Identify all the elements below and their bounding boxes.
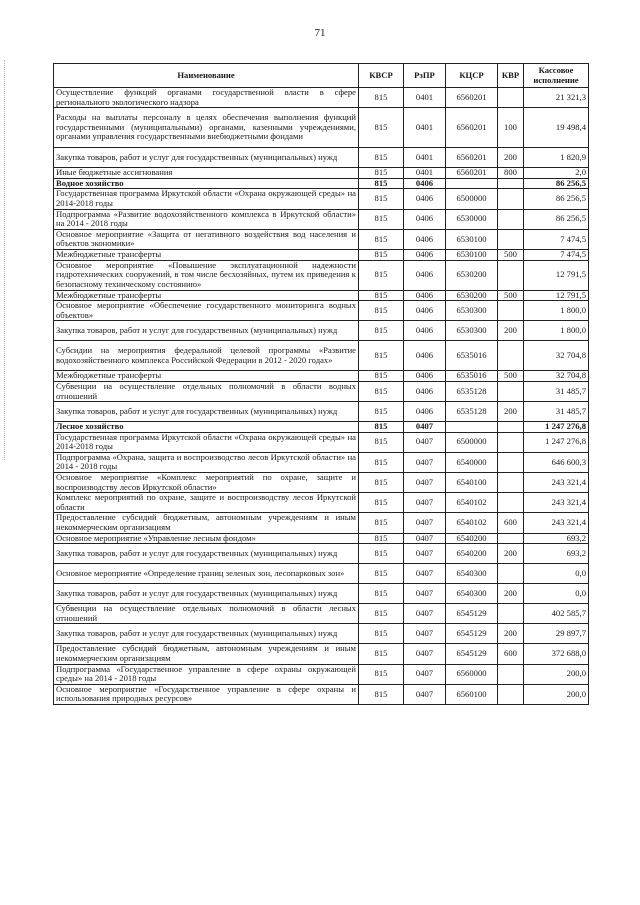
row-amount: 243 321,4	[524, 513, 589, 533]
row-amount: 32 704,8	[524, 371, 589, 382]
row-amount: 31 485,7	[524, 402, 589, 422]
row-kvr	[498, 229, 524, 249]
table-row	[54, 533, 589, 544]
row-kcsr: 6540100	[446, 473, 498, 493]
row-rzpr: 0407	[404, 452, 446, 472]
row-name: Основное мероприятие «Защита от негативного воздействия вод населения и объектов экономики»	[54, 229, 359, 249]
row-kcsr: 6530100	[446, 229, 498, 249]
row-kvr	[498, 452, 524, 472]
row-rzpr: 0401	[404, 168, 446, 179]
table-row	[54, 473, 589, 493]
row-amount: 1 800,0	[524, 301, 589, 321]
table-row	[54, 584, 589, 604]
row-name: Закупка товаров, работ и услуг для государственных (муниципальных) нужд	[54, 584, 359, 604]
row-kcsr: 6540200	[446, 533, 498, 544]
row-rzpr: 0407	[404, 624, 446, 644]
row-kvsr: 815	[359, 432, 404, 452]
row-kvr: 200	[498, 624, 524, 644]
row-amount: 243 321,4	[524, 493, 589, 513]
row-name: Межбюджетные трансферты	[54, 290, 359, 301]
row-kvsr: 815	[359, 493, 404, 513]
row-kvsr: 815	[359, 168, 404, 179]
row-rzpr: 0406	[404, 301, 446, 321]
row-name: Основное мероприятие «Управление лесным фондом»	[54, 533, 359, 544]
row-kvsr: 815	[359, 301, 404, 321]
row-kvr: 600	[498, 644, 524, 664]
row-amount: 372 688,0	[524, 644, 589, 664]
table-row	[54, 321, 589, 341]
row-rzpr: 0407	[404, 584, 446, 604]
row-kvsr: 815	[359, 148, 404, 168]
row-amount: 12 791,5	[524, 260, 589, 290]
row-kcsr: 6530200	[446, 260, 498, 290]
header-amount: Кассовое исполнение	[524, 64, 589, 88]
row-kcsr: 6530300	[446, 301, 498, 321]
row-kvsr: 815	[359, 209, 404, 229]
row-amount: 693,2	[524, 544, 589, 564]
row-amount: 646 600,3	[524, 452, 589, 472]
page-number: 71	[314, 27, 326, 39]
row-rzpr: 0401	[404, 148, 446, 168]
row-kvr: 500	[498, 371, 524, 382]
row-kvsr: 815	[359, 371, 404, 382]
row-kvsr: 815	[359, 684, 404, 704]
row-name: Государственная программа Иркутской области «Охрана окружающей среды» на 2014-2018 годы	[54, 189, 359, 209]
table-row	[54, 290, 589, 301]
row-name: Подпрограмма «Государственное управление в сфере охраны окружающей среды» на 2014 - 2018 годы	[54, 664, 359, 684]
table-header-row	[54, 64, 589, 88]
row-rzpr: 0407	[404, 473, 446, 493]
row-amount: 200,0	[524, 664, 589, 684]
row-kvsr: 815	[359, 341, 404, 371]
row-kvr	[498, 564, 524, 584]
row-kvsr: 815	[359, 422, 404, 433]
row-amount: 693,2	[524, 533, 589, 544]
row-kvr	[498, 189, 524, 209]
row-amount: 402 585,7	[524, 604, 589, 624]
row-kcsr: 6560201	[446, 148, 498, 168]
row-name: Комплекс мероприятий по охране, защите и воспроизводству лесов Иркутской области	[54, 493, 359, 513]
table-row	[54, 544, 589, 564]
row-kvr	[498, 209, 524, 229]
row-name: Закупка товаров, работ и услуг для государственных (муниципальных) нужд	[54, 624, 359, 644]
row-kcsr: 6500000	[446, 189, 498, 209]
row-kcsr: 6530100	[446, 249, 498, 260]
row-rzpr: 0401	[404, 88, 446, 108]
row-kvr: 200	[498, 544, 524, 564]
row-name: Основное мероприятие «Государственное управление в сфере охраны и использования природных ресурсов»	[54, 684, 359, 704]
table-row	[54, 644, 589, 664]
table-row	[54, 493, 589, 513]
row-kvr	[498, 422, 524, 433]
row-kcsr: 6540102	[446, 493, 498, 513]
row-kvsr: 815	[359, 260, 404, 290]
row-rzpr: 0407	[404, 422, 446, 433]
row-kcsr: 6560201	[446, 168, 498, 179]
row-kvr	[498, 684, 524, 704]
row-amount: 1 800,0	[524, 321, 589, 341]
row-name: Водное хозяйство	[54, 178, 359, 189]
row-amount: 29 897,7	[524, 624, 589, 644]
row-kvsr: 815	[359, 604, 404, 624]
row-name: Предоставление субсидий бюджетным, автономным учреждениям и иным некоммерческим организациям	[54, 644, 359, 664]
table-row	[54, 422, 589, 433]
row-rzpr: 0406	[404, 381, 446, 401]
row-rzpr: 0407	[404, 564, 446, 584]
table-row	[54, 452, 589, 472]
row-rzpr: 0406	[404, 260, 446, 290]
row-amount: 0,0	[524, 564, 589, 584]
row-name: Межбюджетные трансферты	[54, 249, 359, 260]
row-kcsr: 6545129	[446, 604, 498, 624]
row-name: Основное мероприятие «Обеспечение государственного мониторинга водных объектов»	[54, 301, 359, 321]
table-row	[54, 664, 589, 684]
header-kcsr: КЦСР	[446, 64, 498, 88]
table-row	[54, 178, 589, 189]
row-rzpr: 0406	[404, 290, 446, 301]
row-name: Основное мероприятие «Повышение эксплуатационной надежности гидротехнических сооружений, в том числе бесхозяйных, путем их приведения к безопасному техническому состоянию»	[54, 260, 359, 290]
table-row	[54, 260, 589, 290]
row-kvsr: 815	[359, 88, 404, 108]
row-kvsr: 815	[359, 664, 404, 684]
table-row	[54, 301, 589, 321]
row-kcsr: 6540102	[446, 513, 498, 533]
table-row	[54, 624, 589, 644]
row-name: Субсидии на мероприятия федеральной целевой программы «Развитие водохозяйственного комплекса Российской Федерации в 2012 - 2020 годах»	[54, 341, 359, 371]
row-amount: 1 820,9	[524, 148, 589, 168]
header-name: Наименование	[54, 64, 359, 88]
row-rzpr: 0407	[404, 544, 446, 564]
row-kcsr: 6560000	[446, 664, 498, 684]
row-name: Расходы на выплаты персоналу в целях обеспечения выполнения функций государственными (муниципальными) органами, казенными учреждениями, органами управления государственными внебюджетными фондами	[54, 108, 359, 148]
row-kvr: 800	[498, 168, 524, 179]
row-rzpr: 0407	[404, 664, 446, 684]
budget-table	[53, 63, 589, 705]
row-name: Закупка товаров, работ и услуг для государственных (муниципальных) нужд	[54, 402, 359, 422]
row-rzpr: 0407	[404, 533, 446, 544]
row-kvsr: 815	[359, 249, 404, 260]
row-kvsr: 815	[359, 564, 404, 584]
row-rzpr: 0407	[404, 513, 446, 533]
row-amount: 86 256,5	[524, 209, 589, 229]
row-name: Подпрограмма «Развитие водохозяйственного комплекса в Иркутской области» на 2014 - 2018 годы	[54, 209, 359, 229]
row-kvsr: 815	[359, 624, 404, 644]
table-row	[54, 168, 589, 179]
row-kvr	[498, 381, 524, 401]
row-name: Предоставление субсидий бюджетным, автономным учреждениям и иным некоммерческим организациям	[54, 513, 359, 533]
header-kvsr: КВСР	[359, 64, 404, 88]
table-row	[54, 209, 589, 229]
table-body	[54, 88, 589, 705]
row-name: Основное мероприятие «Комплекс мероприятий по охране, защите и воспроизводству лесов Иркутской области»	[54, 473, 359, 493]
table-row	[54, 402, 589, 422]
row-kcsr: 6545129	[446, 644, 498, 664]
row-kcsr: 6540000	[446, 452, 498, 472]
row-amount: 7 474,5	[524, 249, 589, 260]
row-kvsr: 815	[359, 584, 404, 604]
row-rzpr: 0406	[404, 249, 446, 260]
row-name: Закупка товаров, работ и услуг для государственных (муниципальных) нужд	[54, 321, 359, 341]
row-rzpr: 0406	[404, 371, 446, 382]
row-rzpr: 0406	[404, 321, 446, 341]
row-name: Закупка товаров, работ и услуг для государственных (муниципальных) нужд	[54, 544, 359, 564]
row-kvr	[498, 88, 524, 108]
row-amount: 0,0	[524, 584, 589, 604]
row-rzpr: 0406	[404, 229, 446, 249]
row-amount: 243 321,4	[524, 473, 589, 493]
row-kvsr: 815	[359, 513, 404, 533]
row-rzpr: 0407	[404, 432, 446, 452]
row-amount: 86 256,5	[524, 189, 589, 209]
row-kvr	[498, 493, 524, 513]
table-row	[54, 381, 589, 401]
row-kvsr: 815	[359, 189, 404, 209]
row-kcsr	[446, 178, 498, 189]
row-kcsr: 6530300	[446, 321, 498, 341]
row-kvr	[498, 664, 524, 684]
row-kcsr: 6500000	[446, 432, 498, 452]
row-amount: 86 256,5	[524, 178, 589, 189]
table-row	[54, 513, 589, 533]
row-kvsr: 815	[359, 544, 404, 564]
row-kvr	[498, 533, 524, 544]
row-amount: 19 498,4	[524, 108, 589, 148]
table-row	[54, 564, 589, 584]
row-kvr	[498, 178, 524, 189]
row-kvsr: 815	[359, 533, 404, 544]
row-name: Осуществление функций органами государственной власти в сфере регионального экологического надзора	[54, 88, 359, 108]
row-kvsr: 815	[359, 229, 404, 249]
table-row	[54, 341, 589, 371]
row-kvr	[498, 432, 524, 452]
row-kcsr: 6535016	[446, 371, 498, 382]
table-row	[54, 108, 589, 148]
row-kcsr: 6535016	[446, 341, 498, 371]
row-name: Субвенции на осуществление отдельных полномочий в области водных отношений	[54, 381, 359, 401]
row-kcsr: 6540300	[446, 584, 498, 604]
row-kcsr: 6560100	[446, 684, 498, 704]
row-kvsr: 815	[359, 452, 404, 472]
row-kcsr: 6560201	[446, 88, 498, 108]
row-name: Подпрограмма «Охрана, защита и воспроизводство лесов Иркутской области» на 2014 - 2018 годы	[54, 452, 359, 472]
row-name: Межбюджетные трансферты	[54, 371, 359, 382]
row-amount: 31 485,7	[524, 381, 589, 401]
row-amount: 1 247 276,8	[524, 432, 589, 452]
row-kvr: 600	[498, 513, 524, 533]
row-kvsr: 815	[359, 108, 404, 148]
table-row	[54, 189, 589, 209]
row-rzpr: 0401	[404, 108, 446, 148]
table-row	[54, 604, 589, 624]
row-kcsr: 6560201	[446, 108, 498, 148]
row-rzpr: 0407	[404, 684, 446, 704]
row-rzpr: 0407	[404, 604, 446, 624]
table-row	[54, 371, 589, 382]
row-kcsr: 6530200	[446, 290, 498, 301]
row-kvr: 200	[498, 148, 524, 168]
row-rzpr: 0406	[404, 402, 446, 422]
table-row	[54, 88, 589, 108]
row-amount: 1 247 276,8	[524, 422, 589, 433]
row-kvsr: 815	[359, 321, 404, 341]
row-kcsr	[446, 422, 498, 433]
row-rzpr: 0406	[404, 189, 446, 209]
table-row	[54, 249, 589, 260]
row-kvsr: 815	[359, 290, 404, 301]
row-name: Иные бюджетные ассигнования	[54, 168, 359, 179]
row-kvsr: 815	[359, 644, 404, 664]
row-kvr: 200	[498, 584, 524, 604]
row-name: Закупка товаров, работ и услуг для государственных (муниципальных) нужд	[54, 148, 359, 168]
row-amount: 32 704,8	[524, 341, 589, 371]
row-kvsr: 815	[359, 178, 404, 189]
row-kcsr: 6535128	[446, 381, 498, 401]
table-row	[54, 148, 589, 168]
row-kvr: 100	[498, 108, 524, 148]
row-name: Лесное хозяйство	[54, 422, 359, 433]
row-amount: 12 791,5	[524, 290, 589, 301]
row-kvr	[498, 473, 524, 493]
binding-margin-marks	[4, 60, 7, 460]
row-kcsr: 6540300	[446, 564, 498, 584]
row-amount: 7 474,5	[524, 229, 589, 249]
row-kvr	[498, 604, 524, 624]
row-name: Основное мероприятие «Определение границ зеленых зон, лесопарковых зон»	[54, 564, 359, 584]
row-name: Субвенции на осуществление отдельных полномочий в области лесных отношений	[54, 604, 359, 624]
row-kvr	[498, 301, 524, 321]
row-rzpr: 0406	[404, 341, 446, 371]
row-kvr: 200	[498, 321, 524, 341]
row-amount: 200,0	[524, 684, 589, 704]
row-rzpr: 0407	[404, 644, 446, 664]
row-kcsr: 6530000	[446, 209, 498, 229]
row-kvsr: 815	[359, 402, 404, 422]
row-kvr	[498, 260, 524, 290]
row-kvr: 200	[498, 402, 524, 422]
table-row	[54, 229, 589, 249]
row-rzpr: 0407	[404, 493, 446, 513]
row-kvr	[498, 341, 524, 371]
header-rzpr: РзПР	[404, 64, 446, 88]
row-rzpr: 0406	[404, 209, 446, 229]
row-name: Государственная программа Иркутской области «Охрана окружающей среды» на 2014-2018 годы	[54, 432, 359, 452]
row-kcsr: 6535128	[446, 402, 498, 422]
row-kvsr: 815	[359, 381, 404, 401]
table-row	[54, 684, 589, 704]
row-amount: 2,0	[524, 168, 589, 179]
row-amount: 21 321,3	[524, 88, 589, 108]
row-kcsr: 6540200	[446, 544, 498, 564]
row-kvr: 500	[498, 249, 524, 260]
table-row	[54, 432, 589, 452]
header-kvr: КВР	[498, 64, 524, 88]
row-rzpr: 0406	[404, 178, 446, 189]
row-kvsr: 815	[359, 473, 404, 493]
row-kvr: 500	[498, 290, 524, 301]
row-kcsr: 6545129	[446, 624, 498, 644]
